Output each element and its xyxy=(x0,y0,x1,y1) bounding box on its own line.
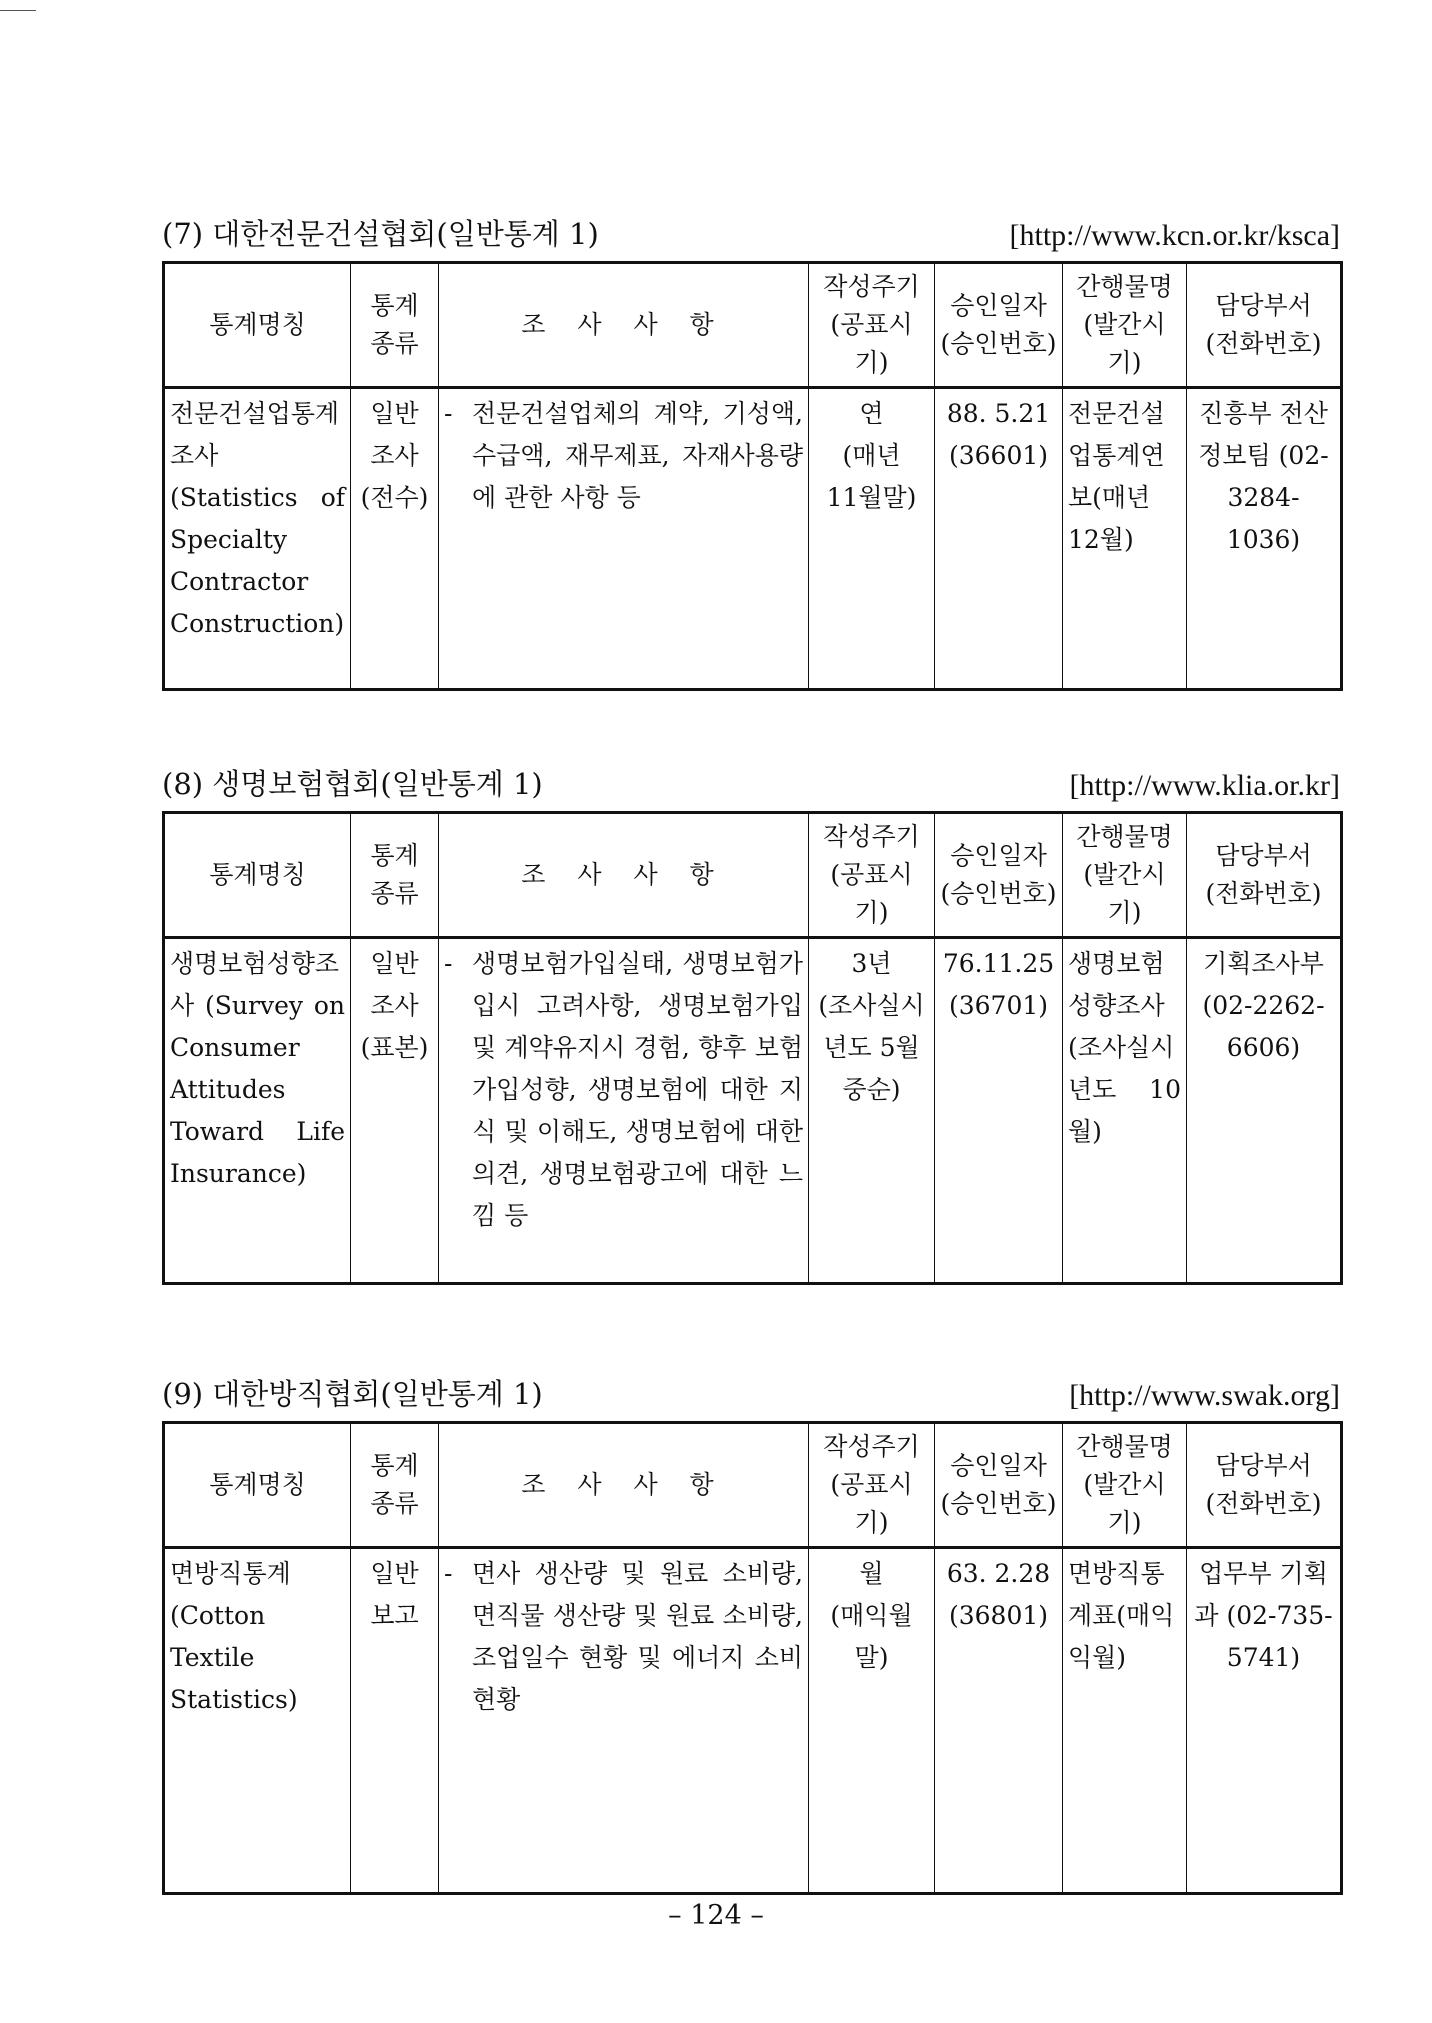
dept: 업무부 기획과 (02-735-5741) xyxy=(1187,1548,1342,1894)
survey-items: - 면사 생산량 및 원료 소비량, 면직물 생산량 및 원료 소비량, 조업일수 현황 및 에너지 소비현황 xyxy=(439,1548,809,1894)
header-dept: 담당부서 (전화번호) xyxy=(1187,1423,1342,1548)
approval: 76.11.25 (36701) xyxy=(935,938,1063,1284)
stat-type: 일반 조사 (전수) xyxy=(351,388,439,690)
approval: 88. 5.21 (36601) xyxy=(935,388,1063,690)
table-row xyxy=(164,388,1342,690)
header-approval: 승인일자 (승인번호) xyxy=(935,1423,1063,1548)
table-row xyxy=(164,938,1342,1284)
stat-name: 생명보험성향조사 (Survey on Consumer Attitudes Toward Life Insurance) xyxy=(164,938,351,1284)
header-name: 통계명칭 xyxy=(164,813,351,938)
cycle: 3년 (조사실시년도 5월중순) xyxy=(809,938,935,1284)
header-items: 조 사 사 항 xyxy=(439,813,809,938)
section-url[interactable]: [http://www.swak.org] xyxy=(1069,1379,1340,1412)
header-cycle: 작성주기 (공표시기) xyxy=(809,263,935,388)
section-title: (7) 대한전문건설협회(일반통계 1) xyxy=(162,217,599,251)
header-name: 통계명칭 xyxy=(164,1423,351,1548)
stats-table xyxy=(162,811,1343,1285)
cycle: 연 (매년 11월말) xyxy=(809,388,935,690)
header-publication: 간행물명 (발간시기) xyxy=(1063,813,1187,938)
header-publication: 간행물명 (발간시기) xyxy=(1063,1423,1187,1548)
header-items: 조 사 사 항 xyxy=(439,1423,809,1548)
section-7 xyxy=(162,212,1340,691)
stat-type: 일반 보고 xyxy=(351,1548,439,1894)
header-dept: 담당부서 (전화번호) xyxy=(1187,813,1342,938)
page-number: – 124 – xyxy=(668,1900,764,1931)
header-cycle: 작성주기 (공표시기) xyxy=(809,1423,935,1548)
dept: 진흥부 전산정보팀 (02-3284-1036) xyxy=(1187,388,1342,690)
header-type: 통계 종류 xyxy=(351,263,439,388)
stat-name: 면방직통계 (Cotton Textile Statistics) xyxy=(164,1548,351,1894)
approval: 63. 2.28 (36801) xyxy=(935,1548,1063,1894)
section-url[interactable]: [http://www.kcn.or.kr/ksca] xyxy=(1009,219,1340,252)
header-items: 조 사 사 항 xyxy=(439,263,809,388)
section-url[interactable]: [http://www.klia.or.kr] xyxy=(1069,769,1340,802)
publication: 면방직통계표(매익익월) xyxy=(1063,1548,1187,1894)
header-type: 통계 종류 xyxy=(351,1423,439,1548)
publication: 생명보험성향조사(조사실시년도 10월) xyxy=(1063,938,1187,1284)
header-approval: 승인일자 (승인번호) xyxy=(935,263,1063,388)
header-dept: 담당부서 (전화번호) xyxy=(1187,263,1342,388)
section-8 xyxy=(162,762,1340,1285)
stat-name: 전문건설업통계조사 (Statistics of Specialty Contractor Construction) xyxy=(164,388,351,690)
publication: 전문건설업통계연보(매년 12월) xyxy=(1063,388,1187,690)
cycle: 월 (매익월말) xyxy=(809,1548,935,1894)
stats-table xyxy=(162,261,1343,691)
section-title: (9) 대한방직협회(일반통계 1) xyxy=(162,1377,543,1411)
stat-type: 일반 조사 (표본) xyxy=(351,938,439,1284)
section-9 xyxy=(162,1372,1340,1895)
dept: 기획조사부 (02-2262-6606) xyxy=(1187,938,1342,1284)
header-type: 통계 종류 xyxy=(351,813,439,938)
stats-table xyxy=(162,1421,1343,1895)
section-title: (8) 생명보험협회(일반통계 1) xyxy=(162,767,543,801)
header-cycle: 작성주기 (공표시기) xyxy=(809,813,935,938)
table-header-row xyxy=(164,263,1342,388)
survey-items: - 생명보험가입실태, 생명보험가입시 고려사항, 생명보험가입 및 계약유지시 경험, 향후 보험가입성향, 생명보험에 대한 지식 및 이해도, 생명보험에 대한 의견, 생명보험광고에 대한 느낌 등 xyxy=(439,938,809,1284)
table-row xyxy=(164,1548,1342,1894)
header-publication: 간행물명 (발간시기) xyxy=(1063,263,1187,388)
table-header-row xyxy=(164,813,1342,938)
table-header-row xyxy=(164,1423,1342,1548)
scan-mark xyxy=(0,10,36,11)
survey-items: - 전문건설업체의 계약, 기성액, 수급액, 재무제표, 자재사용량에 관한 사항 등 xyxy=(439,388,809,690)
header-approval: 승인일자 (승인번호) xyxy=(935,813,1063,938)
header-name: 통계명칭 xyxy=(164,263,351,388)
